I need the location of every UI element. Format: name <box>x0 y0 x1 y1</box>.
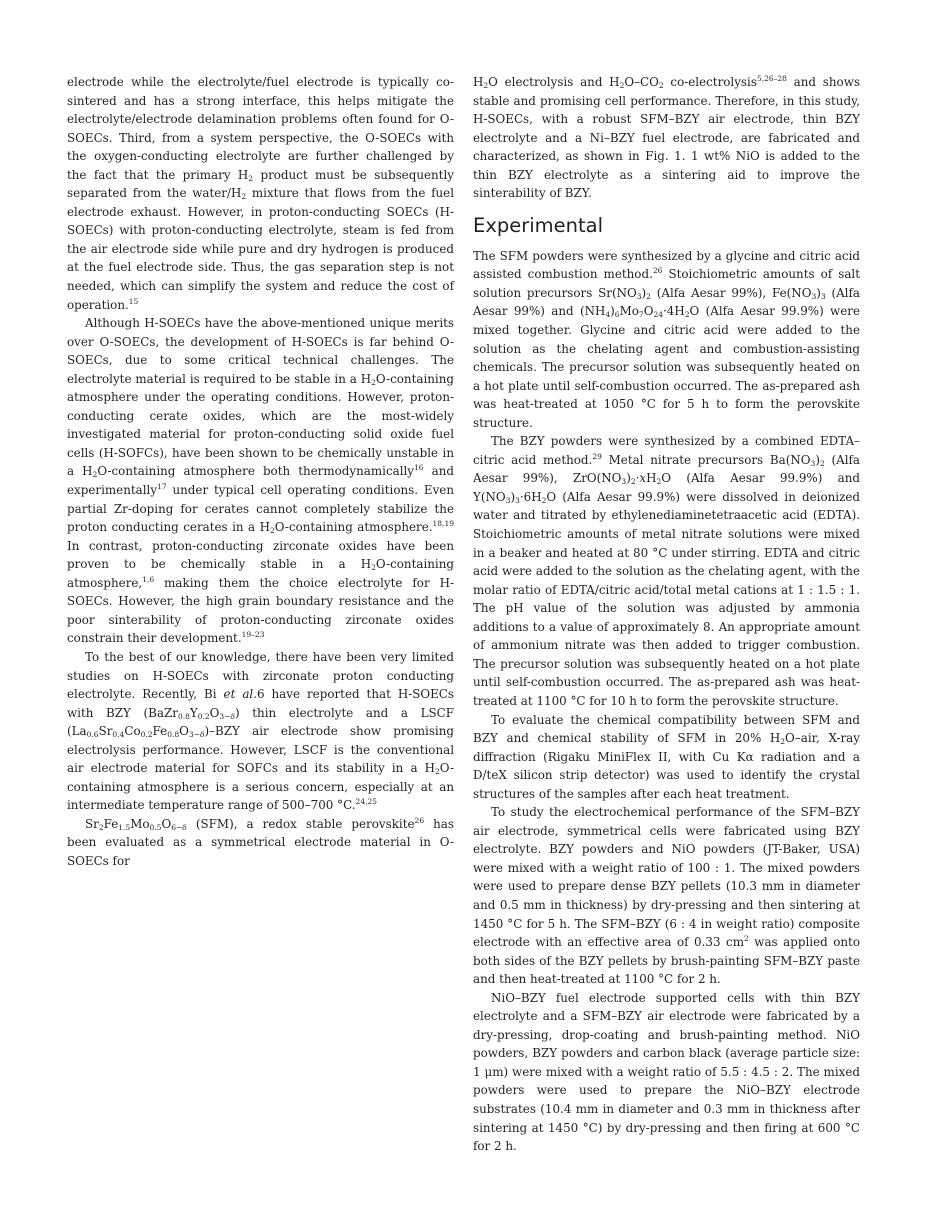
right-column <box>473 73 860 1156</box>
paragraph: NiO–BZY fuel electrode supported cells with thin BZY electrolyte and a SFM–BZY air electrode were fabricated by a dry-pressing, drop-coating and brush-painting method. NiO powders, BZY powders and carbon black (average particle size: 1 μm) were mixed with a weight ratio of 5.5 : 4.5 : 2. The mixed powders were used to prepare the NiO–BZY electrode substrates (10.4 mm in diameter and 0.3 mm in thickness after sintering at 1450 °C) by dry-pressing and then firing at 600 °C for 2 h. <box>473 990 860 1154</box>
paragraph: electrode while the electrolyte/fuel electrode is typically co-sintered and has a strong interface, this helps mitigate the electrolyte/electrode delamination problems often found for O-SOECs. Third, from a system perspective, the O-SOECs with the oxygen-conducting electrolyte are further challenged by the fact that the primary $H_2$ product must be subsequently separated from the water/$H_2$ mixture that flows from the fuel electrode exhaust. However, in proton-conducting SOECs (H-SOECs) with proton-conducting electrolyte, steam is fed from the air electrode side while pure and dry hydrogen is produced at the fuel electrode side. Thus, the gas separation step is not needed, which can simplify the system and reduce the cost of operation.$^{15}$ <box>67 75 455 312</box>
paragraph: To study the electrochemical performance of the SFM–BZY air electrode, symmetrical cells were fabricated using BZY electrolyte. BZY powders and NiO powders (JT-Baker, USA) were mixed with a weight ratio of 100 : 1. The mixed powders were used to prepare dense BZY pellets (10.3 mm in diameter and 0.5 mm in thickness) by dry-pressing and then sintering at 1450 °C for 5 h. The SFM–BZY (6 : 4 in weight ratio) composite electrode with an effective area of 0.33 $cm^2$ was applied onto both sides of the BZY pellets by brush-painting SFM–BZY paste and then heat-treated at 1100 °C for 2 h. <box>473 805 860 987</box>
paragraph: Although H-SOECs have the above-mentioned unique merits over O-SOECs, the development of H-SOECs is far behind O-SOECs, due to some critical technical challenges. The electrolyte material is required to be stable in a $H_2O$-containing atmosphere under the operating conditions. However, proton-conducting cerate oxides, which are the most-widely investigated material for proton-conducting solid oxide fuel cells (H-SOFCs), have been shown to be chemically unstable in a $H_2O$-containing atmosphere both thermodynamically$^{16}$ and experimentally$^{17}$ under typical cell operating conditions. Even partial Zr-doping for cerates cannot completely stabilize the proton conducting cerates in a $H_2O$-containing atmosphere.$^{18,19}$ In contrast, proton-conducting zirconate oxides have been proven to be chemically stable in a $H_2O$-containing atmosphere,$^{1,6}$ making them the choice electrolyte for H-SOECs. However, the high grain boundary resistance and the poor sinterability of proton-conducting zirconate oxides constrain their development.$^{19-23}$ <box>67 316 454 646</box>
paragraph: $Sr_2Fe_{1.5}Mo_{0.5}O_{6-\delta}$ (SFM), a redox stable perovskite$^{26}$ has been evaluated as a symmetrical electrode material in O-SOECs for <box>67 815 454 868</box>
paragraph: To evaluate the chemical compatibility between SFM and BZY and chemical stability of SFM in 20% $H_2O$–air, X-ray diffraction (Rigaku MiniFlex II, with Cu Kα radiation and a D/teX silicon strip detector) was used to identify the crystal structures of the samples after each heat treatment. <box>473 712 860 801</box>
paragraph: $H_2O$ electrolysis and $H_2O-CO_2$ co-electrolysis$^{5,26-28}$ and shows stable and promising cell performance. Therefore, in this study, H-SOECs, with a robust SFM–BZY air electrode, thin BZY electrolyte and a Ni–BZY fuel electrode, are fabricated and characterized, as shown in Fig. 1. 1 wt% NiO is added to the thin BZY electrolyte as a sintering aid to improve the sinterability of BZY. <box>473 74 860 201</box>
left-column <box>67 73 454 871</box>
paragraph: The BZY powders were synthesized by a combined EDTA–citric acid method.$^{29}$ Metal nitrate precursors $Ba(NO_3)_2$ (Alfa Aesar 99%), $ZrO(NO_3)_2\cdot xH_2O$ (Alfa Aesar 99.9%) and $Y(NO_3)_3\cdot 6H_2O$ (Alfa Aesar 99.9%) were dissolved in deionized water and titrated by ethylenediaminetetraacetic acid (EDTA). Stoichiometric amounts of metal nitrate solutions were mixed in a beaker and heated at 80 °C under stirring. EDTA and citric acid were added to the solution as the chelating agent, with the molar ratio of EDTA/citric acid/total metal cations at 1 : 1.5 : 1. The pH value of the solution was adjusted by ammonia additions to a value of approximately 8. An appropriate amount of ammonium nitrate was then added to trigger combustion. The precursor solution was subsequently heated on a hot plate until self-combustion occurred. The as-prepared ash was heat-treated at 1100 °C for 10 h to form the perovskite structure. <box>473 434 860 708</box>
paragraph: To the best of our knowledge, there have been very limited studies on H-SOECs with zirconate proton conducting electrolyte. Recently, Bi et al.6 have reported that H-SOECs with BZY $(BaZr_{0.8}Y_{0.2}O_{3-\delta})$ thin electrolyte and a LSCF $(La_{0.6}Sr_{0.4}Co_{0.2}Fe_{0.8}O_{3-\delta})$–BZY air electrode show promising electrolysis performance. However, LSCF is the conventional air electrode material for SOFCs and its stability in a $H_2O$-containing atmosphere is a serious concern, especially at an intermediate temperature range of 500–700 °C.$^{24,25}$ <box>67 649 454 813</box>
paragraph: The SFM powders were synthesized by a glycine and citric acid assisted combustion method.$^{26}$ Stoichiometric amounts of salt solution precursors $Sr(NO_3)_2$ (Alfa Aesar 99%), $Fe(NO_3)_3$ (Alfa Aesar 99%) and $(NH_4)_6Mo_7O_{24}\cdot 4H_2O$ (Alfa Aesar 99.9%) were mixed together. Glycine and citric acid were added to the solution as the chelating agent and combustion-assisting chemicals. The precursor solution was subsequently heated on a hot plate until self-combustion occurred. The as-prepared ash was heat-treated at 1050 °C for 5 h to form the perovskite structure. <box>473 248 860 430</box>
section-heading: Experimental <box>473 213 604 237</box>
